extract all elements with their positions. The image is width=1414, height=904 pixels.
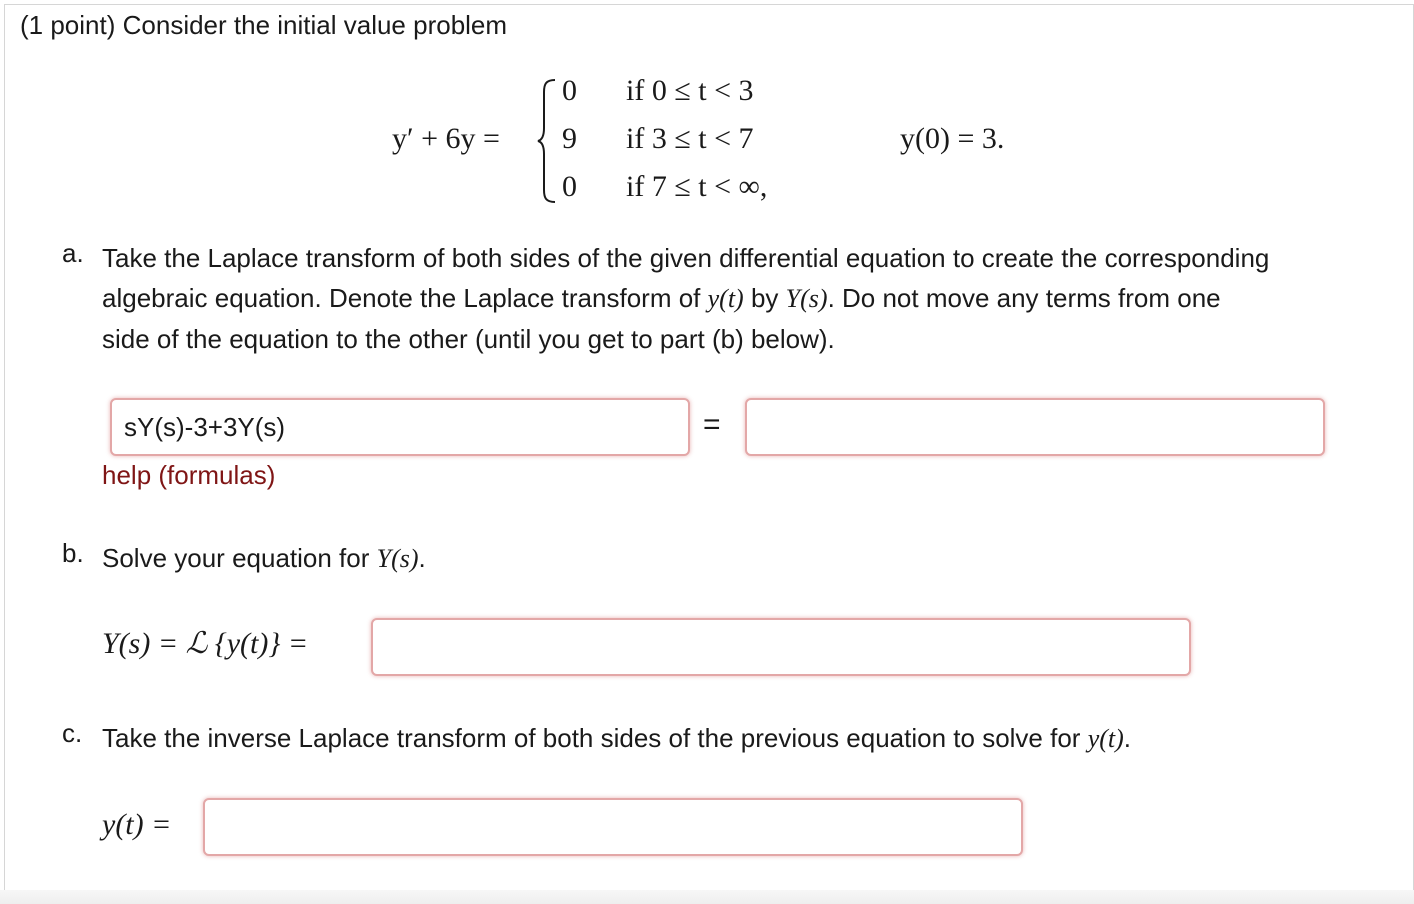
part-a-line-2: algebraic equation. Denote the Laplace transform of y(t) by Y(s). Do not move any terms from one [102,283,1221,313]
part-b-text: b. Solve your equation for Y(s). [62,538,426,573]
part-c-text: c. Take the inverse Laplace transform of both sides of the previous equation to solve for y(t). [62,718,1132,753]
ys-answer-input[interactable] [371,618,1191,676]
left-brace-icon [536,78,560,204]
case-value-1: 0 [562,74,577,107]
part-a-line-1: Take the Laplace transform of both sides of the given differential equation to create the corresponding [102,243,1270,273]
yt-answer-input[interactable] [203,798,1023,856]
case-condition-3: if 7 ≤ t < ∞, [626,170,768,203]
case-condition-2: if 3 ≤ t < 7 [626,122,754,155]
transform-lhs-input[interactable] [110,398,690,456]
equals-sign: = [703,408,721,441]
help-formulas-link[interactable]: help (formulas) [102,460,276,490]
ys-answer-label: Y(s) = ℒ {y(t)} = [102,627,309,660]
problem-header [20,10,507,41]
case-value-3: 0 [562,170,577,203]
transform-rhs-input[interactable] [745,398,1325,456]
part-c-label: c. [62,718,83,748]
part-a-text [62,238,1270,354]
yt-answer-label: y(t) = [102,808,172,841]
problem-title: Consider the initial value problem [122,10,508,40]
bottom-edge [0,890,1414,904]
part-b-label: b. [62,538,84,568]
part-a-line-3: side of the equation to the other (until you get to part (b) below). [102,324,835,354]
equation-lhs: y′ + 6y = [392,122,500,155]
points-label: (1 point) [20,10,116,40]
part-a-label: a. [62,238,84,268]
case-value-2: 9 [562,122,577,155]
initial-condition: y(0) = 3. [900,122,1005,155]
case-condition-1: if 0 ≤ t < 3 [626,74,754,107]
